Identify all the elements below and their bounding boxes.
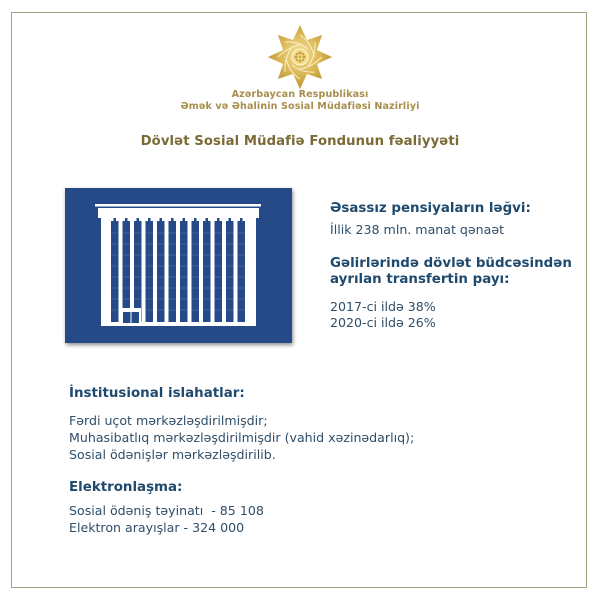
section-heading-transfer-line1: Gəlirlərində dövlət büdcəsindən: [330, 256, 572, 271]
electronization-item-2: Elektron arayışlar - 324 000: [69, 520, 245, 535]
transfer-2017-text: 2017-ci ildə 38%: [330, 299, 436, 314]
ministry-logo-icon: [262, 24, 338, 90]
section-heading-institutional: İnstitusional islahatlar:: [69, 386, 245, 401]
section-heading-transfer-line2: ayrılan transfertin payı:: [330, 272, 510, 287]
section-heading-electronization: Elektronlaşma:: [69, 480, 183, 495]
org-name-line1: Azərbaycan Respublikası: [231, 89, 369, 100]
pension-savings-text: İllik 238 mln. manat qənaət: [330, 222, 505, 237]
section-heading-pension: Əsassız pensiyaların ləğvi:: [330, 201, 531, 216]
institutional-item-2: Muhasibatlıq mərkəzləşdirilmişdir (vahid xəzinədarlıq);: [69, 430, 415, 445]
page-title: Dövlət Sosial Müdafiə Fondunun fəaliyyəti: [140, 134, 460, 149]
institutional-item-1: Fərdi uçot mərkəzləşdirilmişdir;: [69, 413, 268, 428]
electronization-item-1: Sosial ödəniş təyinatı - 85 108: [69, 503, 264, 518]
government-building-icon: [65, 188, 292, 343]
institutional-item-3: Sosial ödənişlər mərkəzləşdirilib.: [69, 447, 276, 462]
org-name-line2: Əmək və Əhalinin Sosial Müdafiəsi Nazirliyi: [180, 101, 420, 112]
transfer-2020-text: 2020-ci ildə 26%: [330, 315, 436, 330]
